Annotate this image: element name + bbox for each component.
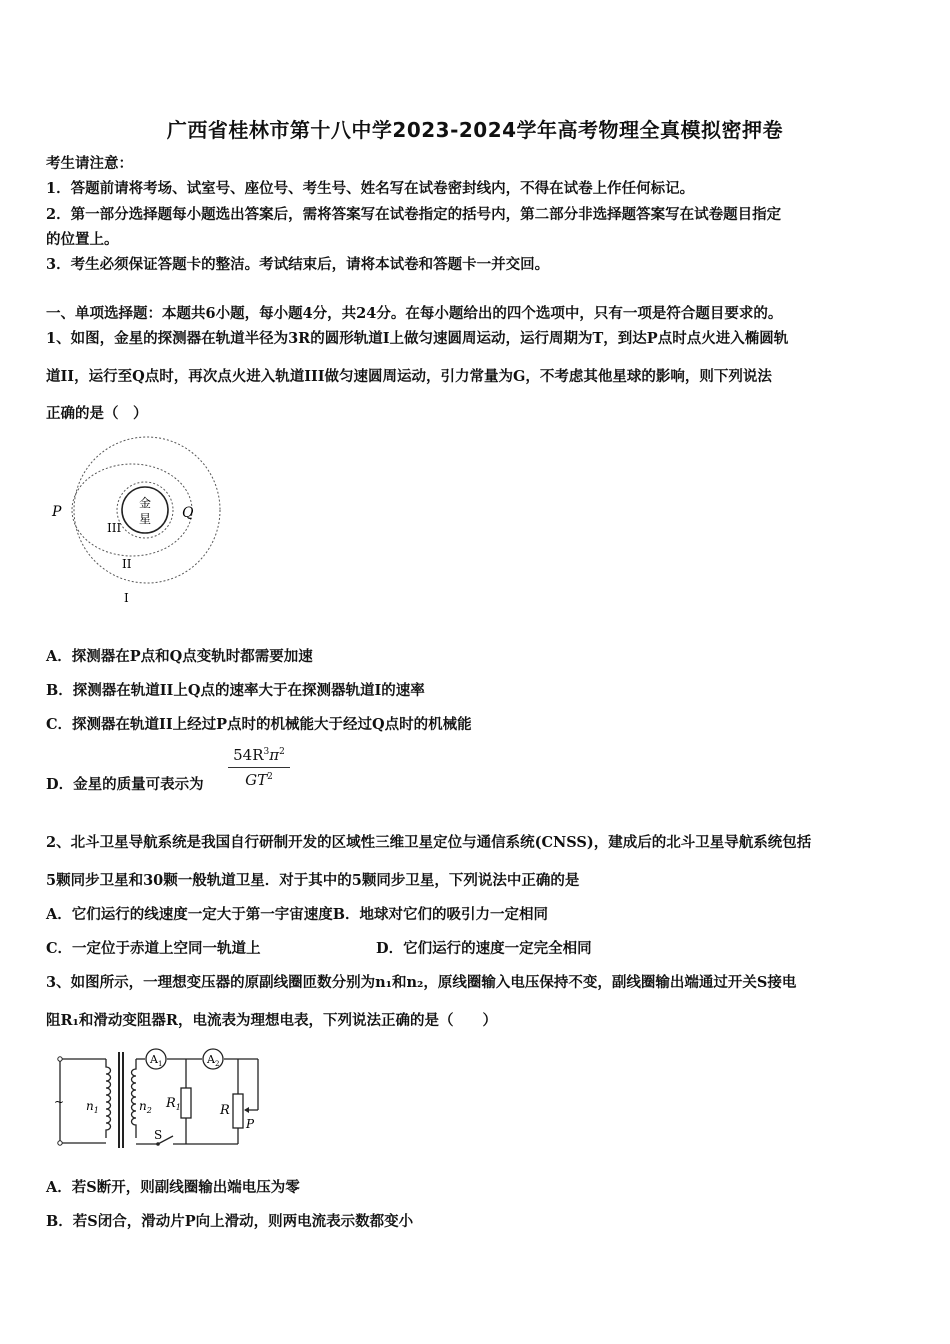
formula-den-exp: 2 — [267, 772, 273, 782]
n2-label-sub: 2 — [146, 1106, 152, 1115]
point-p-label: P — [52, 504, 62, 520]
q1-stem-line-1: 1、如图，金星的探测器在轨道半径为3R的圆形轨道I上做匀速圆周运动，运行周期为T，到达P点时点火进入椭圆轨 — [46, 330, 789, 347]
transformer-circuit — [46, 1040, 276, 1155]
formula-num-coef: 54R — [233, 746, 264, 764]
orbit-3-circle — [117, 482, 173, 538]
notice-item-2: 2．第一部分选择题每小题选出答案后，需将答案写在试卷指定的括号内，第二部分非选择题答案写在试卷题目指定 — [46, 206, 782, 223]
venus-mass-formula — [228, 746, 290, 789]
formula-den: GT — [245, 771, 268, 789]
slider-arrow — [244, 1107, 249, 1113]
rheostat-r — [233, 1094, 243, 1128]
formula-num-exp: 3 — [263, 747, 270, 757]
ammeter-a1-sub: 1 — [157, 1060, 163, 1068]
r1-label-sub: 1 — [175, 1103, 181, 1112]
formula-num-pi: π — [269, 746, 280, 764]
q1-option-d: D．金星的质量可表示为 — [46, 776, 204, 793]
q3-stem-line-1: 3、如图所示，一理想变压器的原副线圈匝数分别为n₁和n₂，原线圈输入电压保持不变，副线圈输出端通过开关S接电 — [46, 974, 797, 991]
notice-item-1: 1．答题前请将考场、试室号、座位号、考生号、姓名写在试卷密封线内，不得在试卷上作任何标记。 — [46, 180, 695, 197]
r1-label-main: R — [166, 1096, 176, 1111]
slider-label: P — [246, 1117, 255, 1131]
q3-option-b: B．若S闭合，滑动片P向上滑动，则两电流表示数都变小 — [46, 1213, 414, 1230]
venus-planet — [122, 487, 168, 533]
orbit-1-label: I — [124, 591, 129, 605]
ammeter-a2-main: A — [207, 1053, 215, 1066]
q1-option-c: C．探测器在轨道II上经过P点时的机械能大于经过Q点时的机械能 — [46, 716, 472, 733]
r1-label — [165, 1096, 181, 1112]
terminal-bottom — [58, 1141, 62, 1145]
formula-numerator — [228, 746, 290, 768]
ammeter-a1-label — [149, 1053, 162, 1068]
n2-label — [139, 1099, 152, 1115]
q2-stem-line-1: 2、北斗卫星导航系统是我国自行研制开发的区域性三维卫星定位与通信系统(CNSS)，建成后的北斗卫星导航系统包括 — [46, 834, 812, 851]
formula-denominator — [228, 768, 290, 789]
q3-stem-line-2: 阻R₁和滑动变阻器R，电流表为理想电表，下列说法正确的是（ ） — [46, 1012, 497, 1029]
planet-label-bottom: 星 — [138, 512, 152, 526]
formula-num-pi-exp: 2 — [279, 747, 285, 757]
n1-label — [86, 1099, 99, 1115]
section-heading: 一、单项选择题：本题共6小题，每小题4分，共24分。在每小题给出的四个选项中，只有一项是符合题目要求的。 — [46, 305, 783, 322]
ammeter-a2-sub: 2 — [214, 1060, 220, 1068]
primary-coil — [106, 1059, 111, 1138]
ammeter-a1-main: A — [150, 1053, 158, 1066]
planet-label-top: 金 — [138, 496, 152, 510]
ammeter-a2-label — [206, 1053, 219, 1068]
resistor-r1 — [181, 1088, 191, 1118]
secondary-coil — [132, 1059, 137, 1138]
orbit-1-circle — [74, 437, 220, 583]
switch-pivot — [156, 1142, 160, 1146]
notice-item-3: 3．考生必须保证答题卡的整洁。考试结束后，请将本试卷和答题卡一并交回。 — [46, 256, 550, 273]
ac-source-label: ~ — [54, 1095, 65, 1109]
q1-option-b: B．探测器在轨道II上Q点的速率大于在探测器轨道I的速率 — [46, 682, 425, 699]
page-title: 广西省桂林市第十八中学2023-2024学年高考物理全真模拟密押卷 — [166, 118, 784, 142]
point-q-label: Q — [182, 505, 194, 521]
orbit-diagram — [40, 436, 260, 611]
q3-option-a: A．若S断开，则副线圈输出端电压为零 — [46, 1179, 300, 1196]
q2-option-c: C．一定位于赤道上空同一轨道上 — [46, 940, 261, 957]
q2-option-d: D．它们运行的速度一定完全相同 — [376, 940, 592, 957]
q2-option-ab: A．它们运行的线速度一定大于第一宇宙速度B．地球对它们的吸引力一定相同 — [46, 906, 549, 923]
r-label: R — [220, 1103, 230, 1118]
notice-item-2-cont: 的位置上。 — [46, 231, 119, 248]
q1-option-a: A．探测器在P点和Q点变轨时都需要加速 — [46, 648, 313, 665]
terminal-top — [58, 1057, 62, 1061]
n1-label-sub: 1 — [93, 1106, 99, 1115]
orbit-2-label: II — [122, 557, 132, 571]
notice-heading: 考生请注意： — [46, 155, 133, 172]
q1-stem-line-3: 正确的是（ ） — [46, 405, 148, 422]
n1-label-main: n — [86, 1099, 94, 1113]
n2-label-main: n — [139, 1099, 147, 1113]
q1-stem-line-2: 道II，运行至Q点时，再次点火进入轨道III做匀速圆周运动，引力常量为G，不考虑其他星球的影响，则下列说法 — [46, 368, 772, 385]
q2-stem-line-2: 5颗同步卫星和30颗一般轨道卫星．对于其中的5颗同步卫星，下列说法中正确的是 — [46, 872, 580, 889]
orbit-3-label: III — [107, 521, 122, 535]
switch-label: S — [154, 1128, 163, 1142]
orbit-2-ellipse — [72, 464, 192, 556]
